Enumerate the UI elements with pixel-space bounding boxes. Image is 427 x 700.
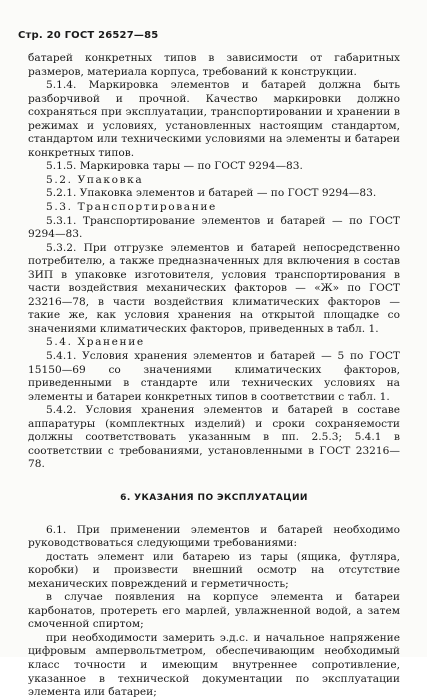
paragraph-5-3-1: 5.3.1. Транспортирование элементов и батарей — по ГОСТ 9294—83.: [28, 214, 400, 241]
section-title: 6. УКАЗАНИЯ ПО ЭКСПЛУАТАЦИИ: [120, 492, 308, 503]
paragraph-5-4-2: 5.4.2. Условия хранения элементов и батарей в составе аппаратуры (комплектных изделий) и сроки сохраняемости должны соответствовать указанным в пп. 2.5.3; 5.4.1 в соответствии с требованиями, установленными в ГОСТ 23216—78.: [28, 404, 400, 471]
paragraph-5-3-2: 5.3.2. При отгрузке элементов и батарей непосредственно потребителю, а также предназначенных для включения в состав ЗИП в упаковке изготовителя, условия транспортирования в части воздействия механических факторов — «Ж» по ГОСТ 23216—78, в части воздействия климатических факторов — такие же, как условия хранения на открытой площадке со значениями климатических факторов, приведенных в табл. 1.: [28, 241, 400, 335]
list-item-carbonates: в случае появления на корпусе элемента и батареи карбонатов, протереть его марлей, увлажненной водой, а затем смоченной спиртом;: [28, 591, 400, 631]
paragraph-5-1-4: 5.1.4. Маркировка элементов и батарей должна быть разборчивой и прочной. Качество маркировки должно сохраняться при эксплуатации, транспортировании и хранении в режимах и условиях, установленных настоящим стандартом, стандартом или техническими условиями на элементы и батареи конкретных типов.: [28, 79, 400, 159]
paragraph-5-2-1: 5.2.1. Упаковка элементов и батарей — по ГОСТ 9294—83.: [46, 187, 377, 200]
paragraph-5-4-1: 5.4.1. Условия хранения элементов и батарей — 5 по ГОСТ 15150—69 со значениями климатических факторов, приведенными в стандарте или технических условиях на элементы и батареи конкретных типов в соответствии с табл. 1.: [28, 350, 400, 403]
heading-5-3: 5.3. Транспортирование: [46, 201, 217, 214]
page-header: Стр. 20 ГОСТ 26527—85: [18, 30, 159, 41]
heading-5-4: 5.4. Хранение: [46, 336, 145, 349]
heading-5-2: 5.2. Упаковка: [46, 173, 144, 186]
document-body: [28, 52, 400, 700]
list-item-inspect: достать элемент или батарею из тары (ящика, футляра, коробки) и произвести внешний осмотр на отсутствие механических повреждений и герметичность;: [28, 550, 400, 590]
list-item-measure: при необходимости замерить э.д.с. и начальное напряжение цифровым ампервольтметром, обеспечивающим необходимый класс точности и имеющим внутреннее сопротивление, указанное в технической документации по эксплуатации элемента или батареи;: [28, 631, 400, 699]
paragraph-continuation: батарей конкретных типов в зависимости от габаритных размеров, материала корпуса, требований к конструкции.: [28, 52, 400, 78]
paragraph-5-1-5: 5.1.5. Маркировка тары — по ГОСТ 9294—83.: [46, 160, 303, 173]
paragraph-6-1: 6.1. При применении элементов и батарей необходимо руководствоваться следующими требованиями:: [28, 523, 400, 550]
